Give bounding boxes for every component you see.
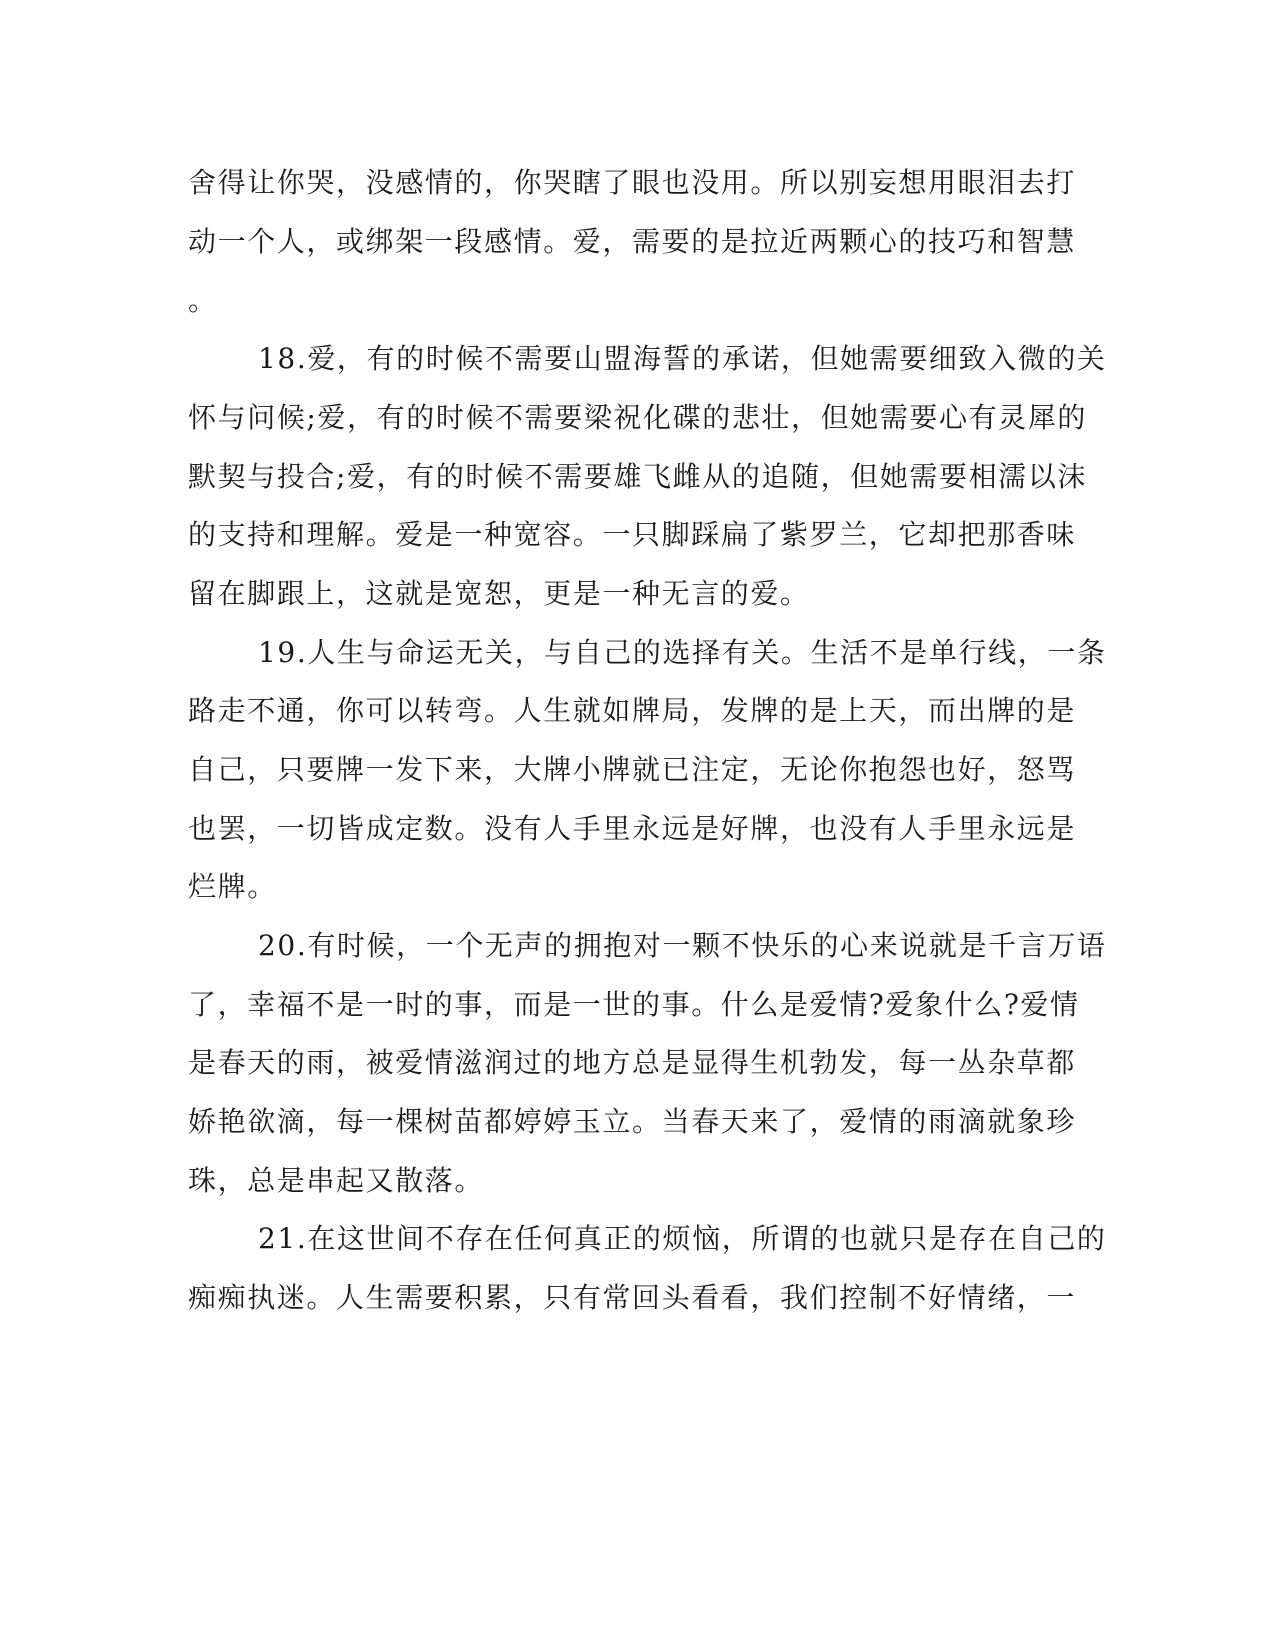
text-line: 了，幸福不是一时的事，而是一世的事。什么是爱情?爱象什么?爱情	[188, 988, 1080, 1021]
text-line: 也罢，一切皆成定数。没有人手里永远是好牌，也没有人手里永远是	[188, 812, 1077, 845]
text-line: 痴痴执迷。人生需要积累，只有常回头看看，我们控制不好情绪，一	[188, 1281, 1077, 1314]
text-line: 。	[188, 284, 218, 317]
text-line: 动一个人，或绑架一段感情。爱，需要的是拉近两颗心的技巧和智慧	[188, 225, 1077, 258]
text-line: 烂牌。	[188, 870, 277, 903]
text-line: 自己，只要牌一发下来，大牌小牌就已注定，无论你抱怨也好，怒骂	[188, 753, 1077, 786]
text-line: 路走不通，你可以转弯。人生就如牌局，发牌的是上天，而出牌的是	[188, 694, 1077, 727]
text-line: 默契与投合;爱，有的时候不需要雄飞雌从的追随，但她需要相濡以沫	[188, 460, 1088, 493]
text-line: 娇艳欲滴，每一棵树苗都婷婷玉立。当春天来了，爱情的雨滴就象珍	[188, 1105, 1077, 1138]
text-line: 舍得让你哭，没感情的，你哭瞎了眼也没用。所以别妄想用眼泪去打	[188, 166, 1077, 199]
text-line: 珠，总是串起又散落。	[188, 1164, 485, 1197]
text-line: 19.人生与命运无关，与自己的选择有关。生活不是单行线，一条	[258, 636, 1107, 669]
text-line: 21.在这世间不存在任何真正的烦恼，所谓的也就只是存在自己的	[258, 1222, 1107, 1255]
text-line: 的支持和理解。爱是一种宽容。一只脚踩扁了紫罗兰，它却把那香味	[188, 518, 1077, 551]
text-line: 是春天的雨，被爱情滋润过的地方总是显得生机勃发，每一丛杂草都	[188, 1046, 1077, 1079]
text-line: 20.有时候，一个无声的拥抱对一颗不快乐的心来说就是千言万语	[258, 929, 1107, 962]
text-line: 留在脚跟上，这就是宽恕，更是一种无言的爱。	[188, 577, 810, 610]
text-line: 18.爱，有的时候不需要山盟海誓的承诺，但她需要细致入微的关	[258, 342, 1107, 375]
text-line: 怀与问候;爱，有的时候不需要梁祝化碟的悲壮，但她需要心有灵犀的	[188, 401, 1088, 434]
